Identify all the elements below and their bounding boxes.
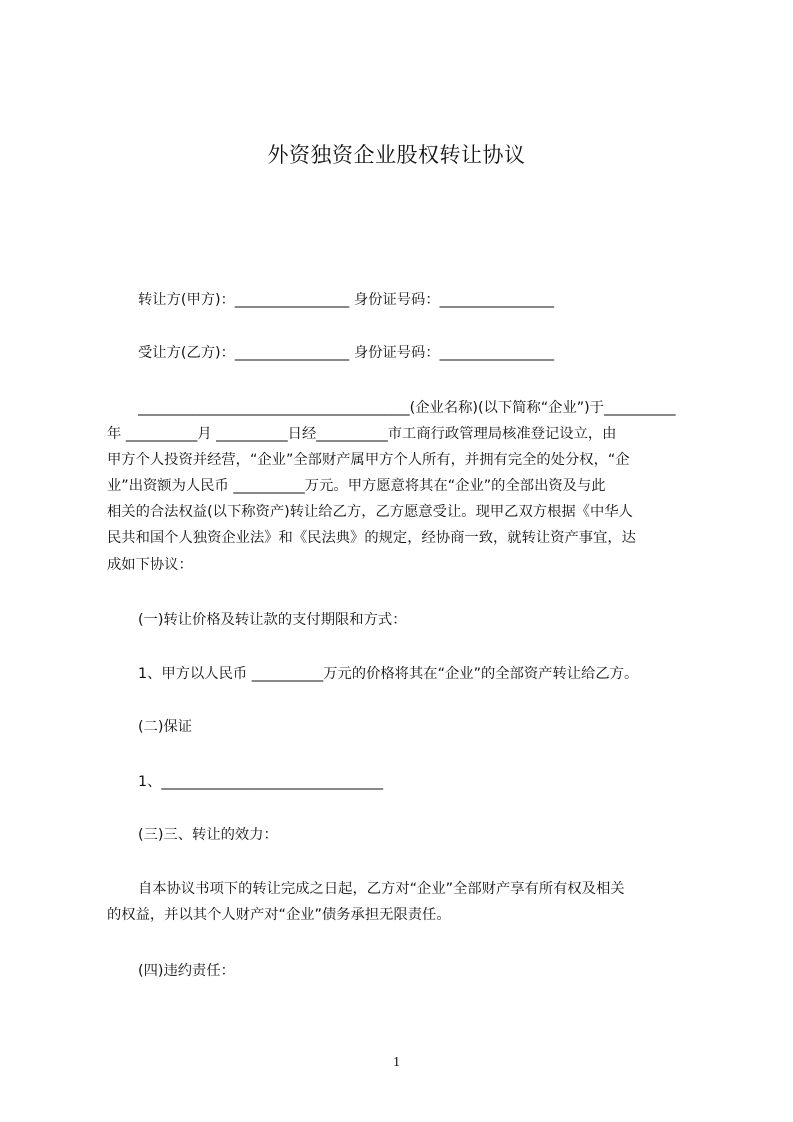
- section-1-heading: (一)转让价格及转让款的支付期限和方式：: [138, 612, 407, 628]
- page-number: 1: [393, 1055, 400, 1070]
- section-3-heading: (三)三、转让的效力：: [138, 827, 278, 843]
- intro-line-1: ______________________________________(企业名称)(以下简称“企业”)于__________: [138, 400, 676, 416]
- intro-line-4: 业”出资额为人民币 __________万元。甲方愿意将其在“企业”的全部出资及与此: [107, 478, 606, 494]
- section-3-body-line-1: 自本协议书项下的转让完成之日起，乙方对“企业”全部财产享有所有权及相关: [138, 881, 625, 897]
- document-title: 外资独资企业股权转让协议: [267, 143, 526, 167]
- intro-line-5: 相关的合法权益(以下称资产)转让给乙方，乙方愿意受让。现甲乙双方根据《中华人: [107, 504, 633, 520]
- intro-line-6: 民共和国个人独资企业法》和《民法典》的规定，经协商一致，就转让资产事宜，达: [107, 530, 636, 546]
- intro-line-7: 成如下协议：: [107, 557, 193, 573]
- section-2-item-1: 1、_______________________________: [138, 774, 383, 790]
- intro-line-2: 年 __________月 __________日经__________市工商行政管理局核准登记设立，由: [107, 426, 617, 442]
- section-2-heading: (二)保证: [138, 719, 193, 735]
- transferor-line: 转让方(甲方)：________________ 身份证号码：________________: [138, 292, 555, 308]
- transferee-line: 受让方(乙方)：________________ 身份证号码：________________: [138, 345, 555, 361]
- section-3-body-line-2: 的权益，并以其个人财产对“企业”债务承担无限责任。: [107, 907, 451, 923]
- intro-line-3: 甲方个人投资并经营，“企业”全部财产属甲方个人所有，并拥有完全的处分权，“企: [107, 452, 630, 468]
- section-1-item-1: 1、甲方以人民币 __________万元的价格将其在“企业”的全部资产转让给乙方。: [138, 666, 639, 682]
- section-4-heading: (四)违约责任：: [138, 963, 235, 979]
